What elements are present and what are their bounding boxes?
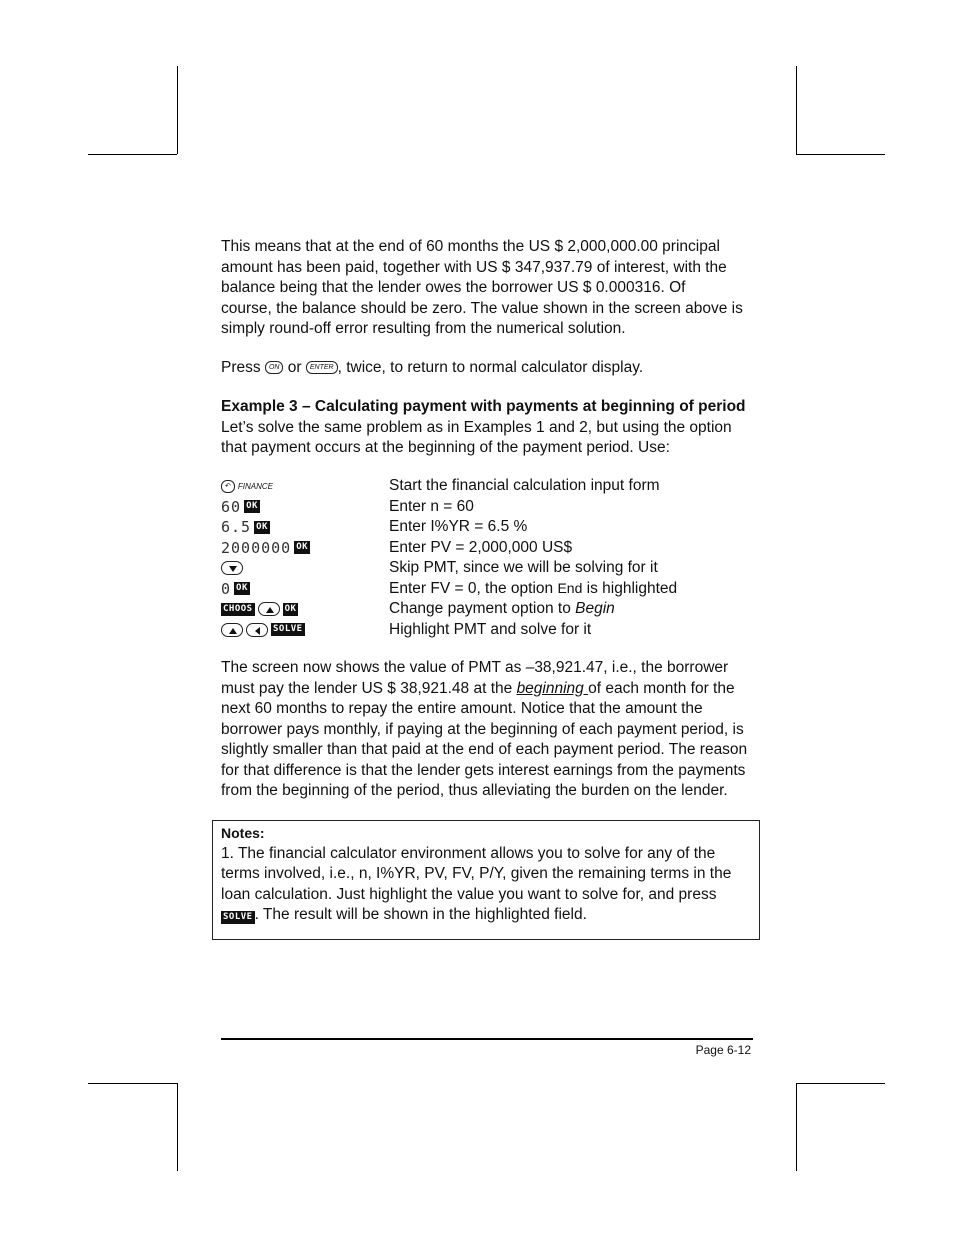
up-arrow-key-icon xyxy=(221,623,243,637)
enter-key-icon: ENTER xyxy=(306,361,338,374)
finance-label: FINANCE xyxy=(237,481,273,491)
left-shift-key-icon: ↶ xyxy=(221,480,235,493)
page-number: Page 6-12 xyxy=(695,1043,751,1057)
ok-softkey: OK xyxy=(284,603,297,614)
text-line: simply round-off error resulting from the numerical solution. xyxy=(221,320,626,337)
left-arrow-key-icon xyxy=(246,623,268,637)
solve-softkey: SOLVE xyxy=(223,912,253,922)
crop-mark xyxy=(88,1083,177,1084)
notes-title: Notes: xyxy=(221,825,265,841)
keystroke-description: Enter I%YR = 6.5 % xyxy=(389,518,528,536)
choos-softkey: CHOOS xyxy=(223,603,253,614)
press-instruction: Press ON or ENTER , twice, to return to normal calculator display. xyxy=(221,359,644,376)
down-arrow-key-icon xyxy=(221,561,243,575)
text-line: amount has been paid, together with US $ 347,937.79 of interest, with the xyxy=(221,258,727,276)
crop-mark xyxy=(796,1083,885,1084)
keystroke-table xyxy=(221,476,761,640)
text-line: Let’s solve the same problem as in Examples 1 and 2, but using the option xyxy=(221,418,732,436)
text-line: next 60 months to repay the entire amount. Notice that the amount the xyxy=(221,700,703,717)
keystroke-row xyxy=(221,558,761,579)
text-line: that payment occurs at the beginning of the payment period. Use: xyxy=(221,439,670,456)
crop-mark xyxy=(796,66,797,154)
keystroke-description: Enter n = 60 xyxy=(389,497,474,515)
keystroke-description: Highlight PMT and solve for it xyxy=(389,620,592,638)
notes-box xyxy=(212,820,760,940)
text-line: must pay the lender US $ 38,921.48 at the beginning of each month for the xyxy=(221,679,735,697)
keystroke-value: 60 xyxy=(221,497,242,516)
on-key-icon: ON xyxy=(265,361,284,374)
keystroke-row xyxy=(221,620,761,641)
text-line: This means that at the end of 60 months the US $ 2,000,000.00 principal xyxy=(221,238,720,255)
text-line: course, the balance should be zero. The value shown in the screen above is xyxy=(221,299,743,317)
text-line: SOLVE . The result will be shown in the highlighted field. xyxy=(223,906,587,923)
keystroke-row xyxy=(221,579,761,600)
keystroke-value: 6.5 xyxy=(221,518,252,537)
text-line: from the beginning of the period, thus alleviating the burden on the lender. xyxy=(221,782,728,799)
solve-softkey: SOLVE xyxy=(273,624,303,635)
keystroke-description: Enter PV = 2,000,000 US$ xyxy=(389,538,573,556)
result-paragraph xyxy=(221,658,761,802)
text-line: The screen now shows the value of PMT as –38,921.47, i.e., the borrower xyxy=(221,659,729,676)
example-section xyxy=(221,397,761,459)
text-line: slightly smaller than that paid at the end of each payment period. The reason xyxy=(221,741,748,758)
ok-softkey: OK xyxy=(236,583,248,594)
keystroke-row xyxy=(221,538,761,559)
keystroke-row xyxy=(221,476,761,497)
keystroke-description: Skip PMT, since we will be solving for it xyxy=(389,559,658,577)
text-line: terms involved, i.e., n, I%YR, PV, FV, P/Y, given the remaining terms in the xyxy=(221,865,732,882)
keystroke-row xyxy=(221,599,761,620)
up-arrow-key-icon xyxy=(258,602,280,616)
text-line: loan calculation. Just highlight the value you want to solve for, and press xyxy=(221,885,717,903)
keystroke-description: Enter FV = 0, the option End is highlighted xyxy=(389,579,678,597)
keystroke-description: Start the financial calculation input form xyxy=(389,477,660,495)
crop-mark xyxy=(796,1083,797,1171)
footer-rule xyxy=(221,1038,753,1040)
crop-mark xyxy=(177,1083,178,1171)
keystroke-description: Change payment option to Begin xyxy=(389,600,615,618)
intro-paragraph xyxy=(221,237,761,340)
ok-softkey: OK xyxy=(256,521,268,532)
keystroke-row xyxy=(221,517,761,538)
text-line: balance being that the lender owes the borrower US $ 0.000316. Of xyxy=(221,279,686,296)
text-line: 1. The financial calculator environment allows you to solve for any of the xyxy=(221,844,716,862)
crop-mark xyxy=(177,66,178,154)
text-line: for that difference is that the lender gets interest earnings from the payments xyxy=(221,761,746,779)
crop-mark xyxy=(88,154,177,155)
keystroke-value: 0 xyxy=(221,579,232,598)
ok-softkey: OK xyxy=(296,542,309,553)
keystroke-row xyxy=(221,497,761,518)
crop-mark xyxy=(796,154,885,155)
example-heading: Example 3 – Calculating payment with payments at beginning of period xyxy=(221,398,746,415)
ok-softkey: OK xyxy=(246,501,258,512)
text-line: borrower pays monthly, if paying at the beginning of each payment period, is xyxy=(221,720,744,738)
keystroke-value: 2000000 xyxy=(221,538,292,557)
